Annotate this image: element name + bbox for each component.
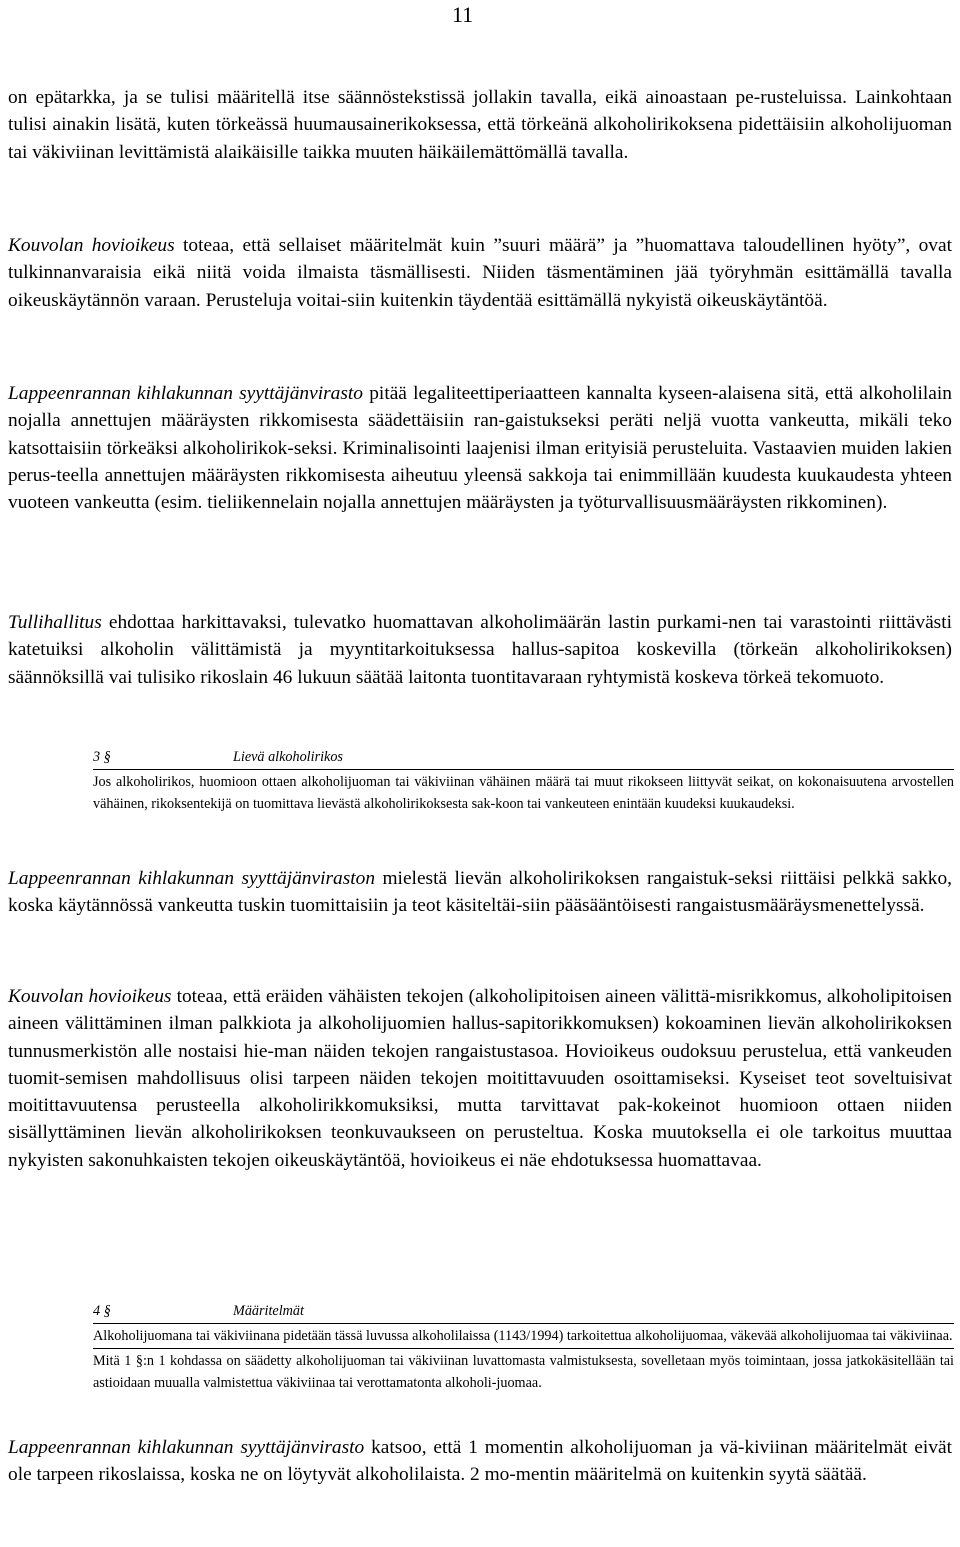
paragraph-text: toteaa, että sellaiset määritelmät kuin ”suuri määrä” ja ”huomattava taloudellinen hyöty”, ovat tulkinnanvaraisia eikä niitä voida ilmaista täsmällisesti. Niiden täsmentäminen jää työryhmän esittämällä tavalla oikeuskäytännön varaan. Perusteluja voitai-siin kuitenkin täydentää esittämällä nykyistä oikeuskäytäntöä. [8,235,952,311]
paragraph [8,609,952,691]
statute-number: 4 § [93,1303,111,1319]
statute-text: Mitä 1 §:n 1 kohdassa on säädetty alkoholijuoman tai väkiviinan luvattomasta valmistuksesta, sovelletaan myös toimintaan, jossa jatkokäsitellään tai astioidaan muualla valmistettua väkiviinaa tai verottamatonta alkoholi-juomaa. [93,1353,954,1391]
statute-quote [93,1300,954,1394]
page-number: 11 [452,2,474,27]
paragraph-text: ehdottaa harkittavaksi, tulevatko huomattavan alkoholimäärän lastin purkami-nen tai varastointi riittävästi katetuiksi alkoholin välittämistä ja myyntitarkoituksessa hallus-sapitoa koskevilla (törkeän alkoholirikoksen) säännöksillä vai tulisiko rikoslain 46 lukuun säätää laitonta tuontitavaraan ryhtymistä koskeva törkeä tekomuoto. [8,612,952,688]
paragraph-authority: Lappeenrannan kihlakunnan syyttäjänvirasto [8,1437,365,1458]
statute-title: Lievä alkoholirikos [233,749,343,765]
divider [93,769,954,770]
paragraph [8,1434,952,1489]
paragraph-text: mielestä lievän alkoholirikoksen rangaistuk-seksi riittäisi pelkkä sakko, koska käytännössä vankeutta tuskin tuomittaisiin ja teot käsiteltäi-siin pääsääntöisesti rangaistusmääräysmenettelyssä. [8,868,953,917]
statute-number: 3 § [93,749,111,765]
paragraph [8,865,952,920]
paragraph [8,983,952,1174]
paragraph [8,232,952,314]
paragraph-authority: Kouvolan hovioikeus [8,986,172,1007]
paragraph-text: pitää legaliteettiperiaatteen kannalta kyseen-alaisena sitä, että alkoholilain nojalla annettujen määräysten rikkomisesta säädettäisiin ran-gaistukseksi peräti neljä vuotta vankeutta, mikäli teko katsottaisiin törkeäksi alkoholirikok-seksi. Kriminalisointi laajenisi ilman erityisiä perusteluita. Vastaavien muiden lakien perus-teella annettujen määräysten rikkomisesta aiheutuu yleensä sakkoja tai enimmillään kuudesta kuukaudesta yhteen vuoteen vankeutta (esim. tieliikennelain nojalla annettujen määräysten ja työturvallisuusmääräysten rikkominen). [8,383,952,514]
paragraph-text: toteaa, että eräiden vähäisten tekojen (alkoholipitoisen aineen välittä-misrikkomus, alkoholipitoisen aineen välittäminen ilman palkkiota ja alkoholijuomien hallus-sapitorikkomuksen) kokoaminen lievän alkoholirikoksen tunnusmerkistön alle nostaisi hie-man näiden tekojen rangaistustasoa. Hovioikeus oudoksuu perustelua, että vankeuden tuomit-semisen mahdollisuus olisi tarpeen näiden tekojen moitittavuuden osoittamiseksi. Kyseiset teot soveltuisivat moitittavuutensa perusteella alkoholirikkomuksiksi, mutta tarvittavat pak-kokeinot huomioon ottaen niiden sisällyttäminen lievän alkoholirikoksen teonkuvaukseen on perusteltua. Koska muutoksella ei ole tarkoitus muuttaa nykyisten sakonuhkaisten tekojen oikeuskäytäntöä, hovioikeus ei näe ehdotuksessa huomattavaa. [8,986,952,1171]
statute-text: Alkoholijuomana tai väkiviinana pidetään tässä luvussa alkoholilaissa (1143/1994) tarkoitettua alkoholijuomaa, väkevää alkoholijuomaa tai väkiviinaa. [93,1328,953,1344]
paragraph-authority: Tullihallitus [8,612,102,633]
statute-text: Jos alkoholirikos, huomioon ottaen alkoholijuoman tai väkiviinan vähäinen määrä tai muut rikokseen liittyvät seikat, on kokonaisuutena arvostellen vähäinen, rikoksentekijä on tuomittava lievästä alkoholirikoksesta sak-koon tai vankeuteen enintään kuudeksi kuukaudeksi. [93,774,954,812]
paragraph-authority: Lappeenrannan kihlakunnan syyttäjänviraston [8,868,376,889]
paragraph-authority: Kouvolan hovioikeus [8,235,175,256]
statute-quote [93,746,954,815]
paragraph-text: katsoo, että 1 momentin alkoholijuoman ja vä-kiviinan määritelmät eivät ole tarpeen rikoslaissa, koska ne on löytyvät alkoholilaista. 2 mo-mentin määritelmä on kuitenkin syytä säätää. [8,1437,952,1486]
paragraph-text: on epätarkka, ja se tulisi määritellä itse säännöstekstissä jollakin tavalla, eikä ainoastaan pe-rusteluissa. Lainkohtaan tulisi ainakin lisätä, kuten törkeässä huumausainerikoksessa, että törkeänä alkoholirikoksena pidettäisiin alkoholijuoman tai väkiviinan levittämistä alaikäisille taikka muuten häikäilemättömällä tavalla. [8,87,952,163]
paragraph [8,84,952,166]
divider [93,1323,954,1324]
paragraph-authority: Lappeenrannan kihlakunnan syyttäjänvirasto [8,383,363,404]
statute-heading [93,746,954,768]
divider [93,1348,954,1349]
statute-heading [93,1300,954,1322]
statute-title: Määritelmät [233,1303,304,1319]
paragraph [8,380,952,516]
